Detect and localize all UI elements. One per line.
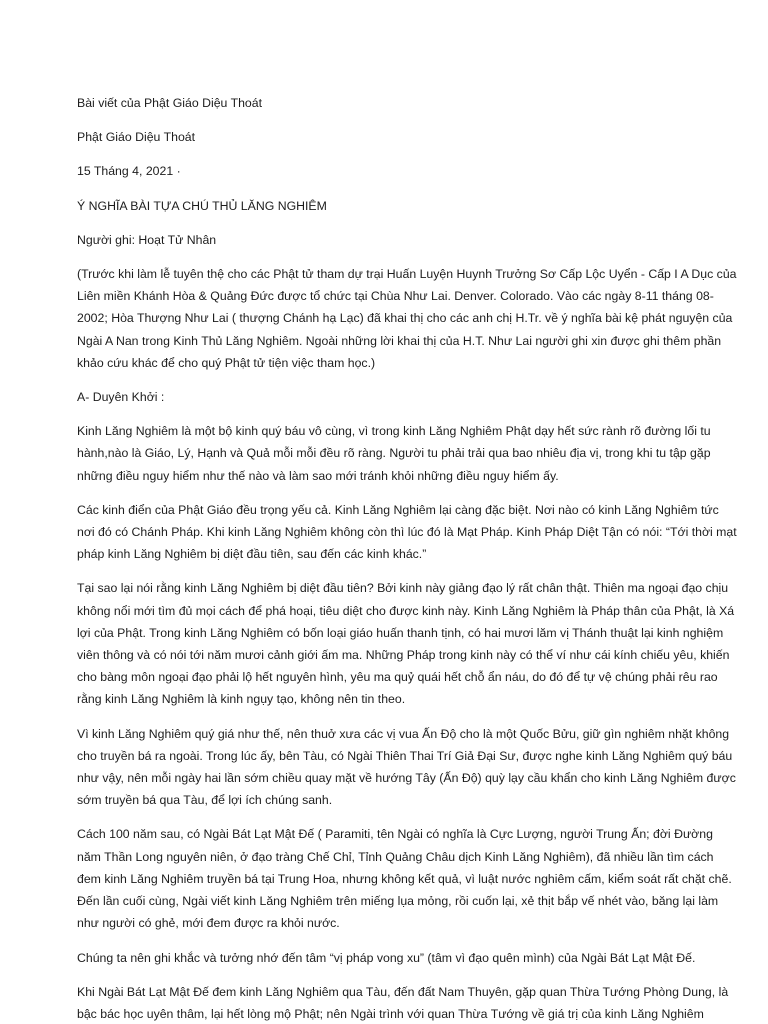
intro-paragraph: (Trước khi làm lễ tuyên thệ cho các Phật tử tham dự trại Huấn Luyện Huynh Trưởng Sơ Cấp Lộc Uyển - Cấp I A Dục của Liên miền Khánh Hòa & Quảng Đức được tổ chức tại Chùa Như Lai. Denver. Colorado. Vào các ngày 8-11 tháng 08- 2002; Hòa Thượng Như Lai ( thượng Chánh hạ Lạc) đã khai thị cho các anh chị H.Tr. về ý nghĩa bài kệ phát nguyện của Ngài A Nan trong Kinh Thủ Lăng Nghiêm. Ngoài những lời khai thị của H.T. Như Lai người ghi xin được ghi thêm phần khảo cứu khác để cho quý Phật tử tiện việc tham học.) <box>77 267 737 370</box>
body-paragraph: Vì kinh Lăng Nghiêm quý giá như thế, nên thuở xưa các vị vua Ấn Độ cho là một Quốc Bửu, giữ gìn nghiêm nhặt không cho truyền bá ra ngoài. Trong lúc ấy, bên Tàu, có Ngài Thiên Thai Trí Giả Đại Sư, được nghe kinh Lăng Nghiêm quý báu như vậy, nên mỗi ngày hai lần sớm chiều quay mặt về hướng Tây (Ấn Độ) quỳ lạy cầu khẩn cho kinh Lăng Nghiêm được sớm truyền bá qua Tàu, để lợi ích chúng sanh. <box>77 726 736 808</box>
body-paragraph: Tại sao lại nói rằng kinh Lăng Nghiêm bị diệt đầu tiên? Bởi kinh này giảng đạo lý rất chân thật. Thiên ma ngoại đạo chịu không nổi mới tìm đủ mọi cách để phá hoại, tiêu diệt cho được kinh này. Kinh Lăng Nghiêm là Pháp thân của Phật, là Xá lợi của Phật. Trong kinh Lăng Nghiêm có bốn loại giáo huấn thanh tịnh, có hai mươi lăm vị Thánh thuật lại kinh nghiệm viên thông và có nói tới năm mươi cảnh giới ấm ma. Những Pháp trong kinh này có thể ví như cái kính chiếu yêu, khiến cho bàng môn ngoại đạo phải lộ hết nguyên hình, yêu ma quỷ quái hết chỗ ẩn náu, do đó để tự vệ chúng phải rêu rao rằng kinh Lăng Nghiêm là kinh ngụy tạo, không nên tin theo. <box>77 581 735 707</box>
post-date: 15 Tháng 4, 2021 · <box>77 164 181 179</box>
body-paragraph: Kinh Lăng Nghiêm là một bộ kinh quý báu vô cùng, vì trong kinh Lăng Nghiêm Phật dạy hết sức rành rõ đường lối tu hành,nào là Giáo, Lý, Hạnh và Quả mỗi mỗi đều rõ ràng. Người tu phải trải qua bao nhiêu địa vị, trong khi tu tập gặp những điều nguy hiểm như thế nào và làm sao mới tránh khỏi những điều nguy hiểm ấy. <box>77 424 711 483</box>
post-header: Bài viết của Phật Giáo Diệu Thoát <box>77 96 263 110</box>
recorder-line: Người ghi: Hoạt Tử Nhân <box>77 232 217 247</box>
section-heading: A- Duyên Khởi : <box>77 390 165 405</box>
author-name: Phật Giáo Diệu Thoát <box>77 130 196 145</box>
document-body <box>77 92 737 1024</box>
body-paragraph: Các kinh điển của Phật Giáo đều trọng yếu cả. Kinh Lăng Nghiêm lại càng đặc biệt. Nơi nào có kinh Lăng Nghiêm tức nơi đó có Chánh Pháp. Khi kinh Lăng Nghiêm không còn thì lúc đó là Mạt Pháp. Kinh Pháp Diệt Tận có nói: “Tới thời mạt pháp kinh Lăng Nghiêm bị diệt đầu tiên, sau đến các kinh khác.” <box>77 502 737 562</box>
body-paragraph: Khi Ngài Bát Lạt Mật Đế đem kinh Lăng Nghiêm qua Tàu, đến đất Nam Thuyên, gặp quan Thừa Tướng Phòng Dung, là bậc bác học uyên thâm, lại hết lòng mộ Phật; nên Ngài trình với quan Thừa Tướng về giá trị của kinh Lăng Nghiêm <box>77 984 729 1021</box>
body-paragraph: Chúng ta nên ghi khắc và tưởng nhớ đến tâm “vị pháp vong xu” (tâm vì đạo quên mình) của Ngài Bát Lạt Mật Đế. <box>77 950 696 965</box>
body-paragraph: Cách 100 năm sau, có Ngài Bát Lạt Mật Đế ( Paramiti, tên Ngài có nghĩa là Cực Lượng, người Trung Ấn; đời Đường năm Thần Long nguyên niên, ở đạo tràng Chế Chỉ, Tỉnh Quảng Châu dịch Kinh Lăng Nghiêm), đã nhiều lần tìm cách đem kinh Lăng Nghiêm truyền bá tại Trung Hoa, nhưng không kết quả, vì luật nước nghiêm cấm, kiểm soát rất chặt chẽ. Đến lần cuối cùng, Ngài viết kinh Lăng Nghiêm trên miếng lụa mỏng, rồi cuốn lại, xẻ thịt bắp vế nhét vào, băng lại làm như người có ghẻ, mới đem được ra khỏi nước. <box>77 827 732 931</box>
document-title: Ý NGHĨA BÀI TỰA CHÚ THỦ LĂNG NGHIÊM <box>77 198 327 213</box>
